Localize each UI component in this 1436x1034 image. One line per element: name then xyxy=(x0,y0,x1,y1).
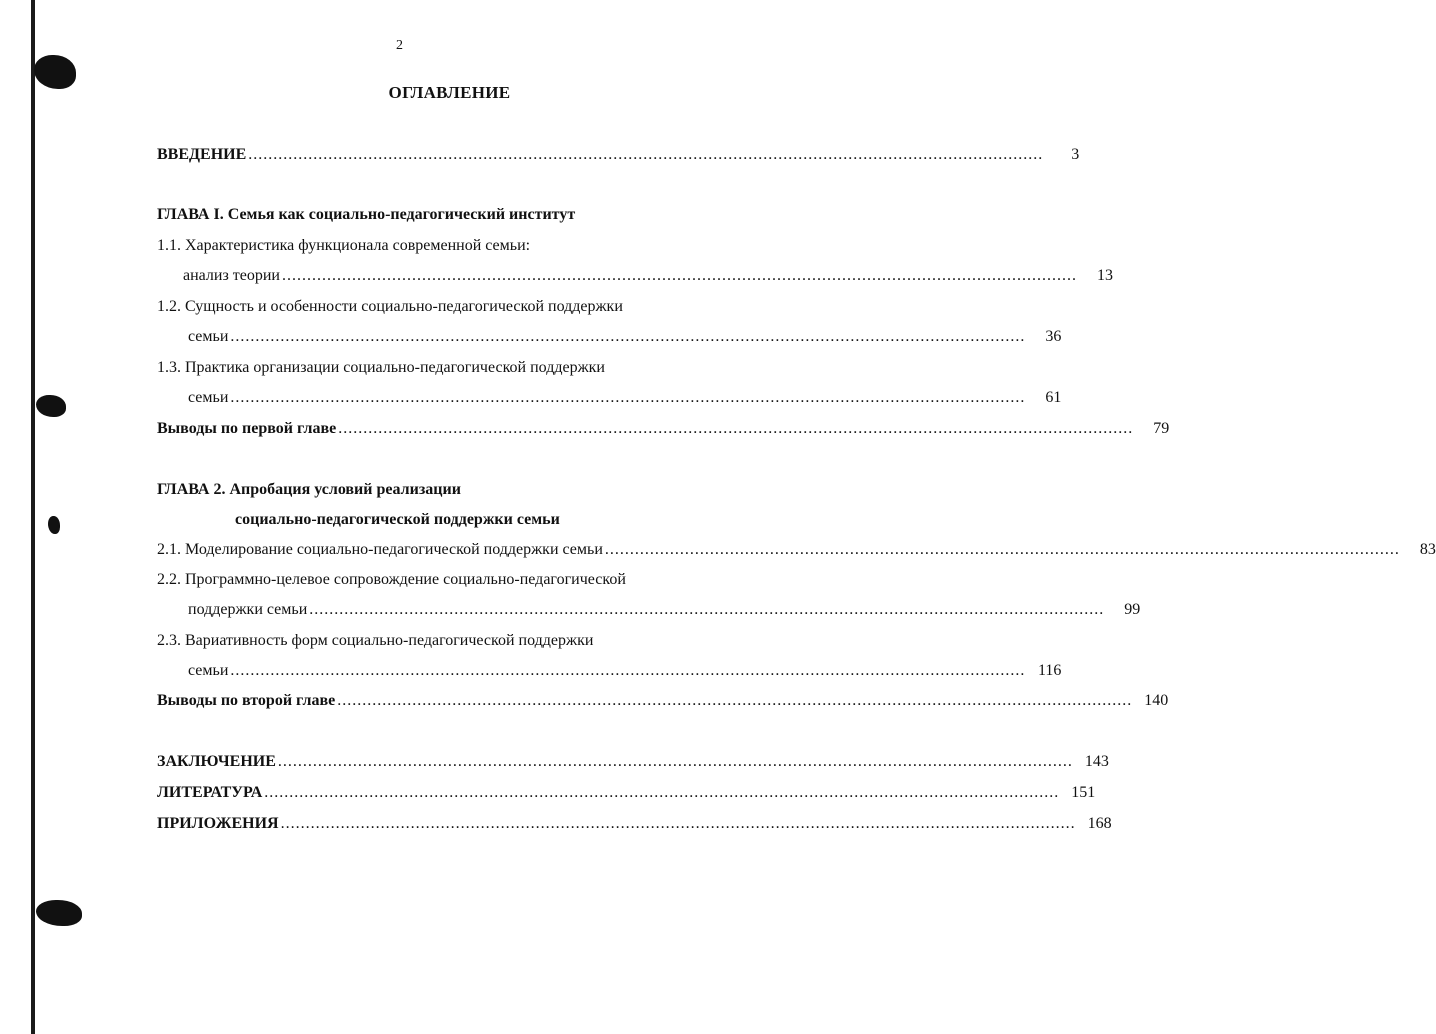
toc-title: ОГЛАВЛЕНИЕ xyxy=(388,83,511,102)
scan-binding-edge xyxy=(31,0,35,1034)
section-2-3-title: 2.3. Вариативность форм социально-педагогической поддержки xyxy=(157,632,594,649)
toc-entry-page: 168 xyxy=(1087,815,1112,832)
toc-entry-page: 140 xyxy=(1144,692,1169,709)
scan-blot xyxy=(48,516,60,534)
toc-entry-appendices[interactable] xyxy=(157,813,1112,835)
toc-entry-page: 61 xyxy=(1045,389,1062,406)
leader-dots: ............................................................................................................................................................... xyxy=(338,420,1134,437)
toc-entry-page: 79 xyxy=(1153,420,1170,437)
toc-entry-literature[interactable] xyxy=(157,782,1096,804)
leader-dots: ............................................................................................................................................................... xyxy=(264,784,1060,801)
toc-entry-intro[interactable] xyxy=(157,144,1080,166)
toc-entry-1-1[interactable] xyxy=(183,265,1113,287)
section-1-2-title: 1.2. Сущность и особенности социально-педагогической поддержки xyxy=(157,298,623,315)
scan-blot xyxy=(36,900,82,926)
leader-dots: ............................................................................................................................................................... xyxy=(309,601,1105,618)
toc-entry-label: ЛИТЕРАТУРА xyxy=(157,784,263,801)
toc-entry-label: семьи xyxy=(188,328,229,345)
toc-entry-page: 151 xyxy=(1071,784,1096,801)
leader-dots: ............................................................................................................................................................... xyxy=(277,753,1073,770)
toc-entry-page: 83 xyxy=(1419,541,1436,558)
toc-entry-page: 3 xyxy=(1071,146,1080,163)
leader-dots: ............................................................................................................................................................... xyxy=(280,815,1076,832)
chapter-1-heading: ГЛАВА I. Семья как социально-педагогический институт xyxy=(157,206,576,223)
toc-entry-1-3[interactable] xyxy=(188,387,1062,409)
leader-dots: ............................................................................................................................................................... xyxy=(230,662,1026,679)
toc-entry-2-1[interactable] xyxy=(157,539,1436,561)
toc-entry-page: 13 xyxy=(1097,267,1113,284)
leader-dots: ............................................................................................................................................................... xyxy=(282,267,1077,284)
toc-entry-page: 99 xyxy=(1124,601,1141,618)
scan-blot xyxy=(36,395,66,417)
toc-entry-label: семьи xyxy=(188,389,229,406)
leader-dots: ............................................................................................................................................................... xyxy=(604,541,1400,558)
toc-entry-conclusion[interactable] xyxy=(157,751,1109,773)
leader-dots: ............................................................................................................................................................... xyxy=(230,389,1026,406)
toc-entry-label: семьи xyxy=(188,662,229,679)
leader-dots: ............................................................................................................................................................... xyxy=(230,328,1026,345)
toc-entry-1-2[interactable] xyxy=(188,326,1062,348)
page-number: 2 xyxy=(396,38,403,53)
section-2-2-title: 2.2. Программно-целевое сопровождение социально-педагогической xyxy=(157,571,626,588)
leader-dots: ............................................................................................................................................................... xyxy=(337,692,1133,709)
toc-entry-label: ЗАКЛЮЧЕНИЕ xyxy=(157,753,276,770)
chapter-2-heading-continued: социально-педагогической поддержки семьи xyxy=(235,511,560,528)
toc-entry-label: 2.1. Моделирование социально-педагогической поддержки семьи xyxy=(157,541,603,558)
toc-entry-page: 36 xyxy=(1045,328,1062,345)
chapter-2-heading: ГЛАВА 2. Апробация условий реализации xyxy=(157,481,461,498)
toc-entry-label: Выводы по первой главе xyxy=(157,420,337,437)
section-1-3-title: 1.3. Практика организации социально-педагогической поддержки xyxy=(157,359,605,376)
toc-entry-page: 116 xyxy=(1037,662,1062,679)
toc-entry-chapter-1-conclusions[interactable] xyxy=(157,418,1170,440)
toc-entry-label: анализ теории xyxy=(183,267,280,284)
toc-entry-chapter-2-conclusions[interactable] xyxy=(157,690,1169,712)
leader-dots: ............................................................................................................................................................... xyxy=(248,146,1044,163)
toc-entry-2-3[interactable] xyxy=(188,660,1062,682)
toc-entry-2-2[interactable] xyxy=(188,599,1141,621)
section-1-1-title: 1.1. Характеристика функционала современной семьи: xyxy=(157,237,531,254)
toc-entry-page: 143 xyxy=(1084,753,1109,770)
toc-entry-label: поддержки семьи xyxy=(188,601,308,618)
toc-entry-label: ПРИЛОЖЕНИЯ xyxy=(157,815,279,832)
toc-entry-label: ВВЕДЕНИЕ xyxy=(157,146,247,163)
toc-entry-label: Выводы по второй главе xyxy=(157,692,336,709)
